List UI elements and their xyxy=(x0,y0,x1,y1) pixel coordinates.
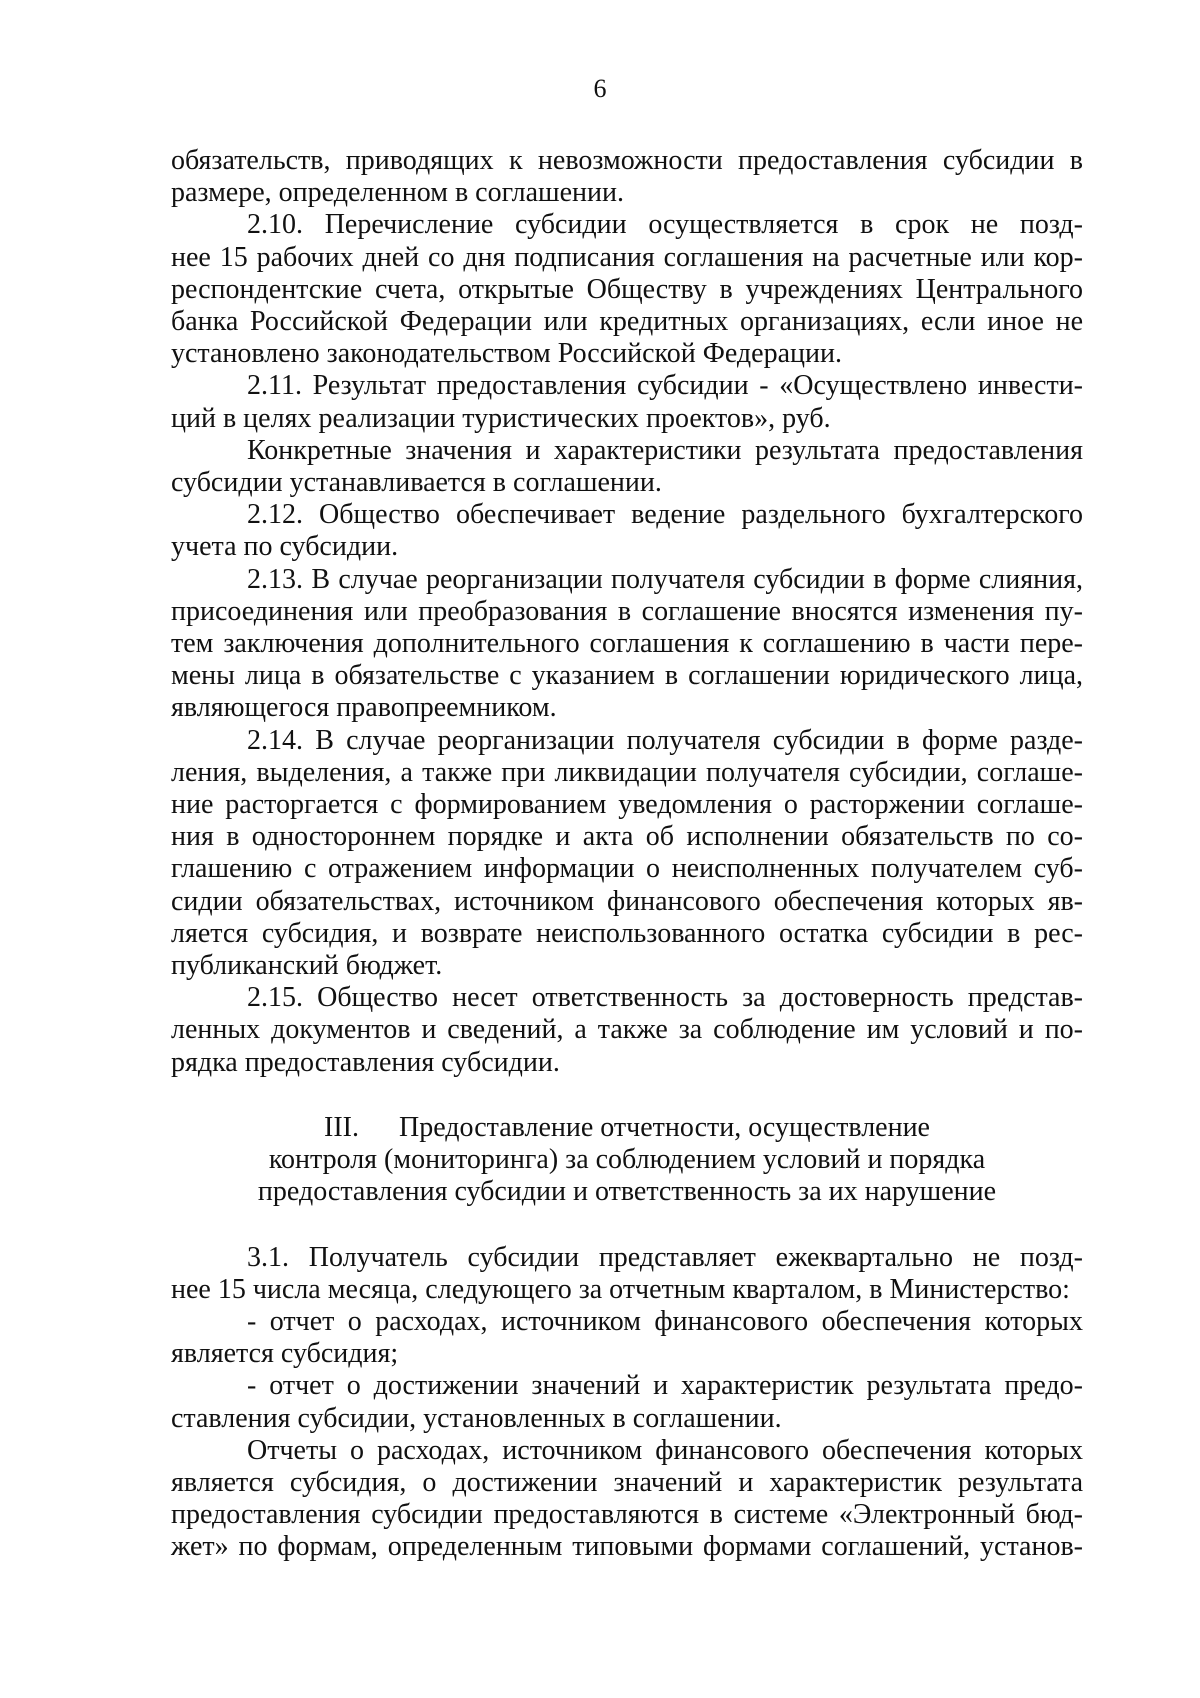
section-heading-line-2: контроля (мониторинга) за соблюдением условий и порядка xyxy=(268,1144,986,1176)
paragraph-p213-line-3: тем заключения дополнительного соглашения к соглашению в части пере- xyxy=(171,628,1083,660)
paragraph-p213-line-5: являющегося правопреемником. xyxy=(171,692,557,724)
paragraph-p214-line-7: ляется субсидия, и возврате неиспользованного остатка субсидии в рес- xyxy=(171,917,1083,949)
paragraph-p31a-line-2: является субсидия; xyxy=(171,1338,399,1370)
paragraph-p31b-line-1: - отчет о достижении значений и характеристик результата предо- xyxy=(247,1370,1083,1402)
paragraph-p214-line-4: ния в одностороннем порядке и акта об исполнении обязательств по со- xyxy=(171,821,1083,853)
paragraph-p31c-line-4: жет» по формам, определенным типовыми формами соглашений, установ- xyxy=(171,1531,1083,1563)
section-heading-line-3: предоставления субсидии и ответственность за их нарушение xyxy=(257,1176,997,1208)
paragraph-p31c-line-1: Отчеты о расходах, источником финансового обеспечения которых xyxy=(247,1434,1083,1466)
paragraph-p31-line-1: 3.1. Получатель субсидии представляет ежеквартально не позд- xyxy=(247,1241,1083,1273)
paragraph-p211-line-1: 2.11. Результат предоставления субсидии - «Осуществлено инвести- xyxy=(247,370,1083,402)
paragraph-p213-line-2: присоединения или преобразования в соглашение вносятся изменения пу- xyxy=(171,595,1083,627)
paragraph-p0-line-1: обязательств, приводящих к невозможности предоставления субсидии в xyxy=(171,145,1083,176)
paragraph-p214-line-8: публиканский бюджет. xyxy=(171,950,443,982)
paragraph-p214-line-3: ние расторгается с формированием уведомления о расторжении соглаше- xyxy=(171,789,1083,821)
paragraph-p31b-line-2: ставления субсидии, установленных в соглашении. xyxy=(171,1402,782,1434)
paragraph-p210-line-3: респондентские счета, открытые Обществу в учреждениях Центрального xyxy=(171,273,1083,305)
paragraph-p211-line-2: ций в целях реализации туристических проектов», руб. xyxy=(171,402,831,434)
section-3-paragraphs xyxy=(171,1242,1083,1564)
paragraph-p210-line-4: банка Российской Федерации или кредитных организациях, если иное не xyxy=(171,306,1083,338)
paragraph-p210-line-2: нее 15 рабочих дней со дня подписания соглашения на расчетные или кор- xyxy=(171,241,1083,273)
paragraph-p211b-line-1: Конкретные значения и характеристики результата предоставления xyxy=(247,434,1083,466)
paragraph-p211b-line-2: субсидии устанавливается в соглашении. xyxy=(171,467,662,499)
paragraph-p31-line-2: нее 15 числа месяца, следующего за отчетным кварталом, в Министерство: xyxy=(171,1273,1070,1305)
paragraph-p214-line-1: 2.14. В случае реорганизации получателя субсидии в форме разде- xyxy=(247,724,1083,756)
paragraph-p214-line-6: сидии обязательствах, источником финансового обеспечения которых яв- xyxy=(171,885,1083,917)
paragraph-p215-line-2: ленных документов и сведений, а также за соблюдение им условий и по- xyxy=(171,1014,1083,1046)
document-body xyxy=(171,145,1083,1564)
section-heading-line-1 xyxy=(171,1112,1083,1144)
paragraph-p31a-line-1: - отчет о расходах, источником финансового обеспечения которых xyxy=(247,1305,1083,1337)
paragraph-p31c-line-2: является субсидия, о достижении значений и характеристик результата xyxy=(171,1466,1083,1498)
paragraph-p214-line-5: глашению с отражением информации о неисполненных получателем суб- xyxy=(171,853,1083,885)
section-2-paragraphs xyxy=(171,145,1083,1079)
paragraph-p212-line-1: 2.12. Общество обеспечивает ведение раздельного бухгалтерского xyxy=(247,499,1083,531)
section-heading-text-1: Предоставление отчетности, осуществление xyxy=(398,1111,930,1143)
paragraph-p210-line-1: 2.10. Перечисление субсидии осуществляется в срок не позд- xyxy=(247,209,1083,241)
paragraph-p31c-line-3: предоставления субсидии предоставляются в системе «Электронный бюд- xyxy=(171,1499,1083,1531)
paragraph-p215-line-1: 2.15. Общество несет ответственность за достоверность представ- xyxy=(247,982,1083,1014)
paragraph-p210-line-5: установлено законодательством Российской Федерации. xyxy=(171,338,842,370)
paragraph-p215-line-3: рядка предоставления субсидии. xyxy=(171,1046,560,1078)
section-roman-numeral: III. xyxy=(324,1111,359,1143)
paragraph-p0-line-2: размере, определенном в соглашении. xyxy=(171,177,624,209)
paragraph-p213-line-1: 2.13. В случае реорганизации получателя субсидии в форме слияния, xyxy=(247,563,1083,595)
page-number: 6 xyxy=(593,74,607,103)
paragraph-p212-line-2: учета по субсидии. xyxy=(171,531,399,563)
section-heading xyxy=(171,1112,1083,1209)
paragraph-p214-line-2: ления, выделения, а также при ликвидации получателя субсидии, соглаше- xyxy=(171,756,1083,788)
paragraph-p213-line-4: мены лица в обязательстве с указанием в соглашении юридического лица, xyxy=(171,660,1083,692)
